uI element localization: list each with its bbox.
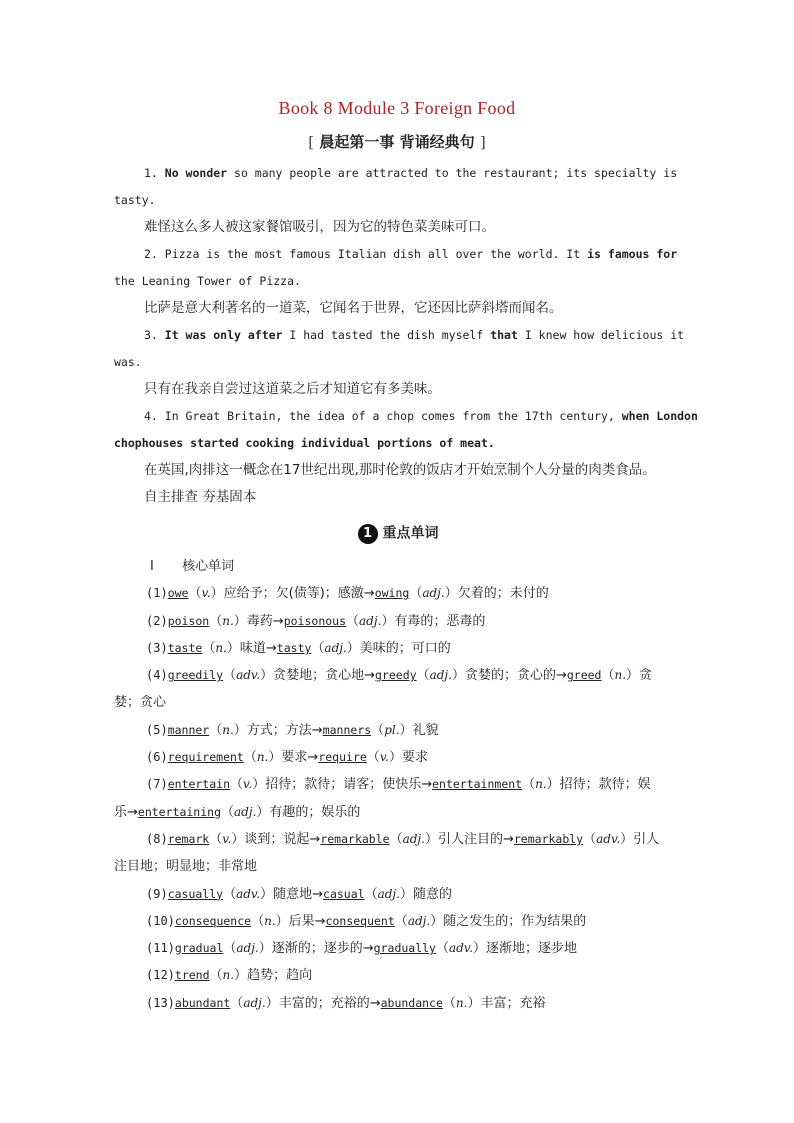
vocab-gloss: （: [221, 804, 235, 820]
part-of-speech: adj.: [234, 804, 257, 819]
vocab-gloss: （: [209, 722, 223, 738]
vocab-word: casual: [323, 886, 365, 901]
vocab-word: requirement: [167, 750, 244, 765]
vocab-gloss: （: [311, 640, 325, 656]
vocab-gloss: （: [435, 941, 449, 957]
vocab-gloss: ）味道→: [226, 640, 277, 656]
vocab-word: remark: [167, 831, 210, 846]
sentence-en-line-cont: [114, 268, 682, 295]
vocab-gloss: （: [209, 831, 223, 847]
vocab-number: (2): [146, 613, 168, 628]
sentence-en-line: [114, 322, 685, 349]
vocab-number: (11): [146, 941, 175, 956]
vocab-word: entertaining: [137, 804, 221, 819]
vocab-word: entertainment: [432, 777, 523, 792]
vocab-word: gradual: [174, 941, 224, 956]
vocab-gloss: ）要求→: [268, 750, 319, 766]
part-of-speech: adj.: [236, 941, 259, 956]
part-of-speech: n.: [215, 640, 227, 655]
vocab-word: require: [318, 750, 367, 765]
vocab-number: (1): [146, 586, 168, 601]
key-phrase: when London: [621, 409, 698, 423]
vocab-gloss: （: [583, 831, 597, 847]
vocab-word: entertain: [167, 777, 230, 792]
part-of-speech: n.: [455, 995, 468, 1010]
vocab-word: consequence: [174, 913, 252, 928]
sentence-en-line-cont: [114, 349, 682, 376]
sentence-translation: 比萨是意大利著名的一道菜，它闻名于世界，它还因比萨斜塔而闻名。: [144, 300, 563, 316]
vocab-item: [114, 826, 682, 853]
vocab-word: greed: [566, 668, 602, 683]
vocab-gloss: ）引人: [620, 831, 660, 847]
content: [114, 160, 698, 1017]
vocab-gloss: （: [442, 995, 456, 1011]
vocab-gloss: ）丰富；充裕: [467, 995, 546, 1011]
part-of-speech: adj.: [359, 613, 382, 628]
part-of-speech: n.: [222, 968, 235, 983]
vocab-item: [114, 962, 682, 989]
vocab-gloss: ）方式；方法→: [233, 722, 323, 738]
vocab-word: greedy: [375, 668, 417, 683]
vocab-word: tasty: [276, 640, 312, 655]
sentence-translation: 难怪这么多人被这家餐馆吸引，因为它的特色菜美味可口。: [144, 219, 495, 235]
part-of-speech: adj.: [377, 886, 400, 901]
vocab-gloss: ）美味的；可口的: [346, 640, 451, 656]
key-phrase: is famous for: [587, 247, 678, 261]
part-of-speech: v.: [222, 831, 232, 846]
vocab-word: trend: [174, 968, 210, 983]
vocab-number: (9): [146, 886, 168, 901]
vocab-item: [114, 608, 682, 635]
classic-sentences: [114, 160, 698, 484]
part-of-speech: adj.: [324, 640, 347, 655]
vocab-list: [114, 580, 682, 1017]
sentence-text: Pizza is the most famous Italian dish all over the world. It: [164, 247, 588, 261]
vocab-gloss: （: [188, 586, 202, 602]
vocab-gloss: ）后果→: [275, 913, 326, 929]
vocab-gloss: ）应给予；欠(债等)；感激→: [210, 586, 375, 602]
vocab-gloss: （: [223, 668, 237, 684]
vocab-item: [114, 717, 682, 744]
vocab-gloss: ）要求: [388, 750, 428, 766]
part-of-speech: v.: [379, 750, 389, 765]
vocab-word: manners: [322, 722, 372, 737]
vocab-item: [114, 580, 682, 607]
key-phrase: that: [490, 328, 518, 342]
vocab-gloss: （: [230, 777, 244, 793]
vocab-number: (4): [146, 668, 168, 683]
vocab-word: poison: [167, 613, 210, 628]
vocab-item-cont: [114, 799, 682, 826]
sentence-en-line: [114, 241, 682, 268]
vocab-gloss: ）逐渐的；逐步的→: [258, 941, 374, 957]
vocab-item: [114, 744, 682, 771]
vocab-number: (5): [146, 722, 168, 737]
vocab-word: poisonous: [283, 613, 347, 628]
part-of-speech: v.: [201, 586, 211, 601]
vocab-word: consequent: [325, 913, 395, 928]
vocab-word: owe: [167, 586, 189, 601]
part-of-speech: n.: [535, 777, 547, 792]
vocab-gloss: ）引人注目的→: [424, 831, 514, 847]
sentence-en-line-cont: [114, 430, 682, 457]
sentence-en-line-cont: [114, 187, 682, 214]
vocab-gloss: （: [223, 886, 237, 902]
vocab-gloss: （: [409, 586, 423, 602]
sentence-text: I had tasted the dish myself: [282, 328, 491, 342]
vocab-gloss: 乐→: [114, 804, 138, 820]
sentence-translation: 只有在我亲自尝过这道菜之后才知道它有多美味。: [144, 381, 441, 397]
part-of-speech: n.: [222, 722, 234, 737]
part-of-speech: adj.: [429, 668, 452, 683]
vocab-number: (6): [146, 750, 168, 765]
vocab-word: remarkably: [513, 831, 584, 846]
part-of-speech: adv.: [236, 886, 261, 901]
sentence-translation: 在英国,肉排这一概念在17世纪出现,那时伦敦的饭店才开始烹制个人分量的肉类食品。: [144, 462, 656, 478]
vocab-gloss: ）毒药→: [233, 613, 284, 629]
vocab-word: abundance: [380, 995, 443, 1010]
subtitle-bracket-close: ]: [479, 133, 486, 151]
vocab-item: [114, 635, 682, 662]
vocab-item: [114, 990, 682, 1017]
vocab-word: abundant: [174, 995, 231, 1010]
vocab-gloss: ）贪婪的；贪心的→: [451, 668, 567, 684]
vocab-number: (3): [146, 640, 168, 655]
part-of-speech: n.: [256, 750, 269, 765]
vocab-gloss: （: [371, 722, 385, 738]
part-of-speech: adv.: [449, 941, 474, 956]
vocab-gloss: （: [346, 613, 360, 629]
vocab-word: gradually: [373, 941, 436, 956]
sentence-number: 3.: [144, 328, 165, 342]
part-of-speech: adv.: [596, 831, 621, 846]
vocab-word: taste: [167, 640, 203, 655]
vocab-gloss: （: [209, 968, 223, 984]
vocab-gloss: ）有毒的；恶毒的: [381, 613, 486, 629]
vocab-gloss: （: [416, 668, 430, 684]
vocab-word: casually: [167, 886, 224, 901]
vocab-gloss: ）招待；款待；娱: [546, 777, 651, 793]
sentence-text: was.: [114, 355, 142, 369]
vocab-gloss: （: [223, 941, 237, 957]
vocab-gloss: （: [366, 750, 380, 766]
vocab-gloss: ）招待；款待；请客；使快乐→: [252, 777, 433, 793]
key-phrase: chophouses started cooking individual portions of meat.: [114, 436, 495, 450]
vocab-word: remarkable: [320, 831, 390, 846]
vocab-gloss: （: [230, 995, 244, 1011]
sentence-text: In Great Britain, the idea of a chop comes from the 17th century,: [164, 409, 622, 423]
vocab-gloss: ）丰富的；充裕的→: [265, 995, 381, 1011]
vocab-word: greedily: [167, 668, 224, 683]
vocab-word: manner: [167, 722, 210, 737]
sentence-text: tasty.: [114, 193, 156, 207]
part-of-speech: v.: [243, 777, 253, 792]
subtitle-bracket-open: [: [308, 133, 315, 151]
vocab-item: [114, 662, 682, 689]
part-of-speech: adj.: [402, 831, 425, 846]
vocab-gloss: ）趋势；趋向: [234, 968, 313, 984]
page-subtitle: [0, 131, 794, 152]
section-title: 重点单词: [382, 525, 439, 542]
vocab-gloss: ）贪婪地；贪心地→: [260, 668, 376, 684]
vocab-gloss: ）有趣的；娱乐的: [256, 804, 361, 820]
section-heading: [114, 517, 682, 549]
part-of-speech: adj.: [422, 586, 445, 601]
part-of-speech: adj.: [407, 913, 431, 928]
vocab-gloss: ）逐渐地；逐步地: [473, 941, 578, 957]
vocab-gloss: ）欠着的；未付的: [444, 586, 549, 602]
sentence-en-line: [114, 403, 698, 430]
vocab-item: [114, 771, 682, 798]
sentence-text: the Leaning Tower of Pizza.: [114, 274, 301, 288]
page-title: Book 8 Module 3 Foreign Food: [278, 98, 516, 118]
part-of-speech: pl.: [384, 722, 400, 737]
vocab-item: [114, 935, 682, 962]
sentence-number: 1.: [144, 166, 165, 180]
vocab-number: (13): [146, 995, 175, 1010]
sentence-text: I knew how delicious it: [517, 328, 685, 342]
vocab-gloss: （: [243, 750, 257, 766]
vocab-gloss: ）贪: [626, 668, 653, 684]
vocab-gloss: ）随意的: [399, 886, 452, 902]
sentence-en-line: [114, 160, 682, 187]
vocab-number: (8): [146, 831, 168, 846]
vocab-item-cont: 婪；贪心: [114, 695, 167, 711]
vocab-gloss: （: [364, 886, 378, 902]
key-phrase: No wonder: [164, 166, 228, 180]
core-words-heading: [114, 553, 682, 580]
self-check-heading: 自主排查 夯基固本: [144, 489, 257, 505]
vocab-gloss: （: [209, 613, 223, 629]
vocab-gloss: （: [394, 913, 408, 929]
part-of-speech: n.: [222, 613, 234, 628]
sentence-text: so many people are attracted to the restaurant; its specialty is: [227, 166, 678, 180]
vocab-gloss: （: [251, 913, 265, 929]
sentence-number: 2.: [144, 247, 165, 261]
part-of-speech: n.: [614, 668, 627, 683]
vocab-number: (7): [146, 777, 168, 792]
vocab-gloss: （: [389, 831, 403, 847]
vocab-gloss: （: [601, 668, 615, 684]
section-number-badge: 1: [358, 524, 378, 544]
vocab-gloss: ）随意地→: [260, 886, 324, 902]
part-of-speech: n.: [264, 913, 276, 928]
part-of-speech: adv.: [236, 668, 261, 683]
core-roman-numeral: Ⅰ: [150, 559, 154, 574]
key-phrase: It was only after: [164, 328, 283, 342]
vocab-gloss: （: [522, 777, 536, 793]
vocab-item: [114, 881, 682, 908]
part-of-speech: adj.: [243, 995, 266, 1010]
vocab-gloss: ）随之发生的；作为结果的: [430, 913, 587, 929]
vocab-gloss: ）谈到；说起→: [231, 831, 321, 847]
sentence-number: 4.: [144, 409, 165, 423]
core-words-label: 核心单词: [182, 559, 235, 574]
vocab-item: [114, 908, 682, 935]
vocab-number: (10): [146, 913, 175, 928]
vocab-word: owing: [374, 586, 410, 601]
subtitle-text: 晨起第一事 背诵经典句: [319, 133, 475, 151]
vocab-gloss: ）礼貌: [399, 722, 439, 738]
vocab-gloss: （: [202, 640, 216, 656]
vocab-number: (12): [146, 968, 175, 983]
vocab-item-cont: 注目地；明显地；非常地: [114, 859, 258, 875]
